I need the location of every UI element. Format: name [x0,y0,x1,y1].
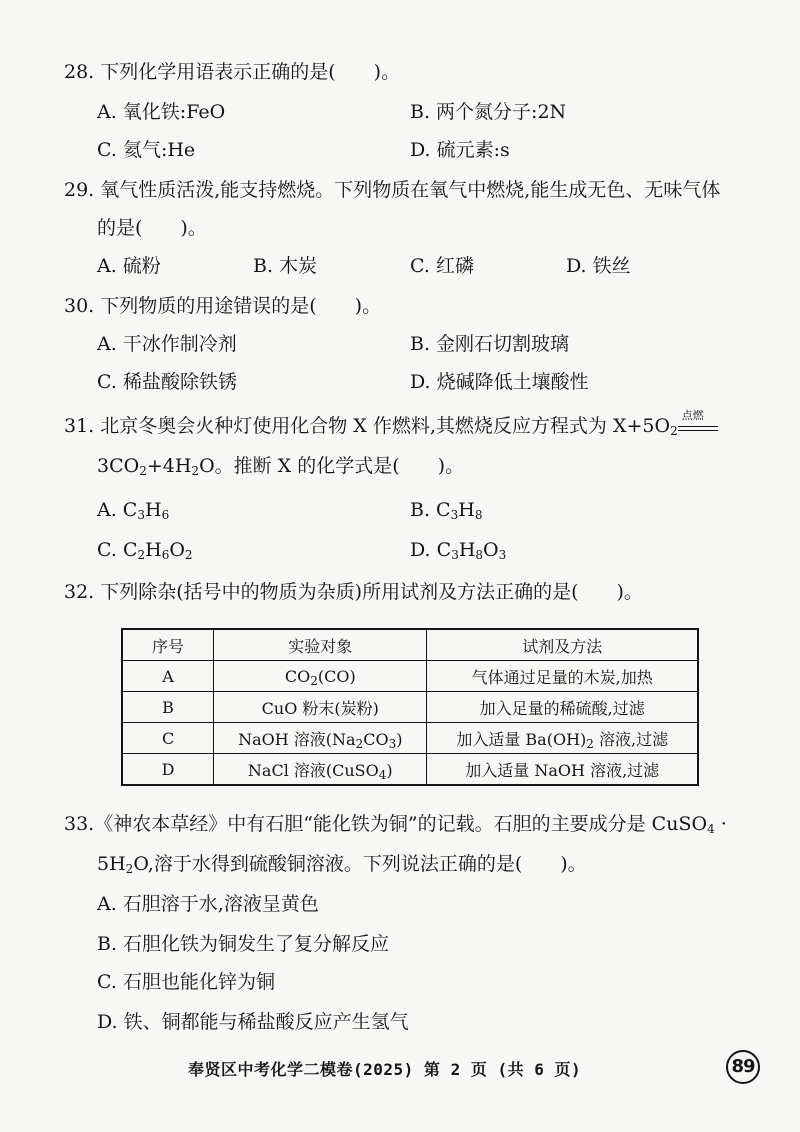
q30-stem: 30. 下列物质的用途错误的是( )。 [64,295,382,317]
q28-option-d: D. 硫元素:s [410,139,510,161]
q29-option-b: B. 木炭 [253,255,318,277]
q29-option-c: C. 红磷 [410,255,474,277]
header-method: 试剂及方法 [427,629,698,661]
q31-stem-line1 [64,409,718,438]
row-id: C [122,723,214,754]
table-row [122,692,698,723]
row-object: NaCl 溶液(CuSO$_4$) [214,754,427,786]
table-row [122,754,698,786]
row-id: D [122,754,214,786]
header-object: 实验对象 [214,629,427,661]
row-object: $CO_2(CO)$ [214,661,427,692]
q31-option-b: B. $C_3H_8$ [410,499,483,522]
page-number-badge: 89 [726,1050,760,1084]
q30-option-d: D. 烧碱降低土壤酸性 [410,371,589,393]
q31-option-c: C. $C_2H_6O_2$ [97,539,193,562]
q29-option-a: A. 硫粉 [97,255,161,277]
q31-option-d: D. $C_3H_8O_3$ [410,539,507,562]
q31-co2-sub: 2 [139,464,147,478]
q31-stem-line2 [97,454,464,478]
page-footer: 奉贤区中考化学二模卷(2025) 第 2 页 (共 6 页) [188,1060,582,1079]
q31-h2o: +4H [146,455,192,477]
q31-h2o-sub: 2 [191,464,200,478]
q33-option-c: C. 石胆也能化锌为铜 [97,971,275,993]
row-id: B [122,692,214,723]
q31-co2: 3CO [97,455,140,477]
row-id: A [122,661,214,692]
table-header-row [122,629,698,661]
row-object: CuO 粉末(炭粉) [214,692,427,723]
q33-stem-line1: 33.《神农本草经》中有石胆“能化铁为铜”的记载。石胆的主要成分是 CuSO$_4$ · [64,813,727,836]
q31-question: O。推断 X 的化学式是( )。 [199,455,465,477]
q30-option-c: C. 稀盐酸除铁锈 [97,371,237,393]
table-row [122,723,698,754]
q33-option-a: A. 石胆溶于水,溶液呈黄色 [97,893,319,915]
q33-option-d: D. 铁、铜都能与稀盐酸反应产生氢气 [97,1011,409,1033]
row-method: 加入足量的稀硫酸,过滤 [427,692,698,723]
reaction-condition: 点燃 [681,409,704,422]
q30-option-b: B. 金刚石切割玻璃 [410,333,570,355]
q29-stem-line2: 的是( )。 [97,217,207,239]
q28-option-c: C. 氦气:He [97,139,196,161]
table-row [122,661,698,692]
q29-stem-line1: 29. 氧气性质活泼,能支持燃烧。下列物质在氧气中燃烧,能生成无色、无味气体 [64,179,721,201]
row-method: 气体通过足量的木炭,加热 [427,661,698,692]
q28-option-b: B. 两个氮分子:2N [410,101,567,123]
q32-stem: 32. 下列除杂(括号中的物质为杂质)所用试剂及方法正确的是( )。 [64,581,643,603]
q31-stem-text: 31. 北京冬奥会火种灯使用化合物 X 作燃料,其燃烧反应方程式为 X+5O [64,415,671,437]
reagent-table [121,628,699,786]
q28-stem: 28. 下列化学用语表示正确的是( )。 [64,61,401,83]
q30-option-a: A. 干冰作制冷剂 [97,333,237,355]
q33-stem-line2: $5H_2O$,溶于水得到硫酸铜溶液。下列说法正确的是( )。 [97,853,587,876]
row-method: 加入适量 NaOH 溶液,过滤 [427,754,698,786]
row-method: 加入适量 $Ba(OH)_2$ 溶液,过滤 [427,723,698,754]
row-object: NaOH 溶液$(Na_2CO_3)$ [214,723,427,754]
reaction-arrow [678,409,718,434]
q29-option-d: D. 铁丝 [566,255,631,277]
q31-o2-subscript: 2 [670,424,678,438]
q31-option-a: A. $C_3H_6$ [97,499,170,522]
header-id: 序号 [122,629,214,661]
q28-option-a: A. 氧化铁:FeO [97,101,226,123]
q33-option-b: B. 石胆化铁为铜发生了复分解反应 [97,933,390,955]
